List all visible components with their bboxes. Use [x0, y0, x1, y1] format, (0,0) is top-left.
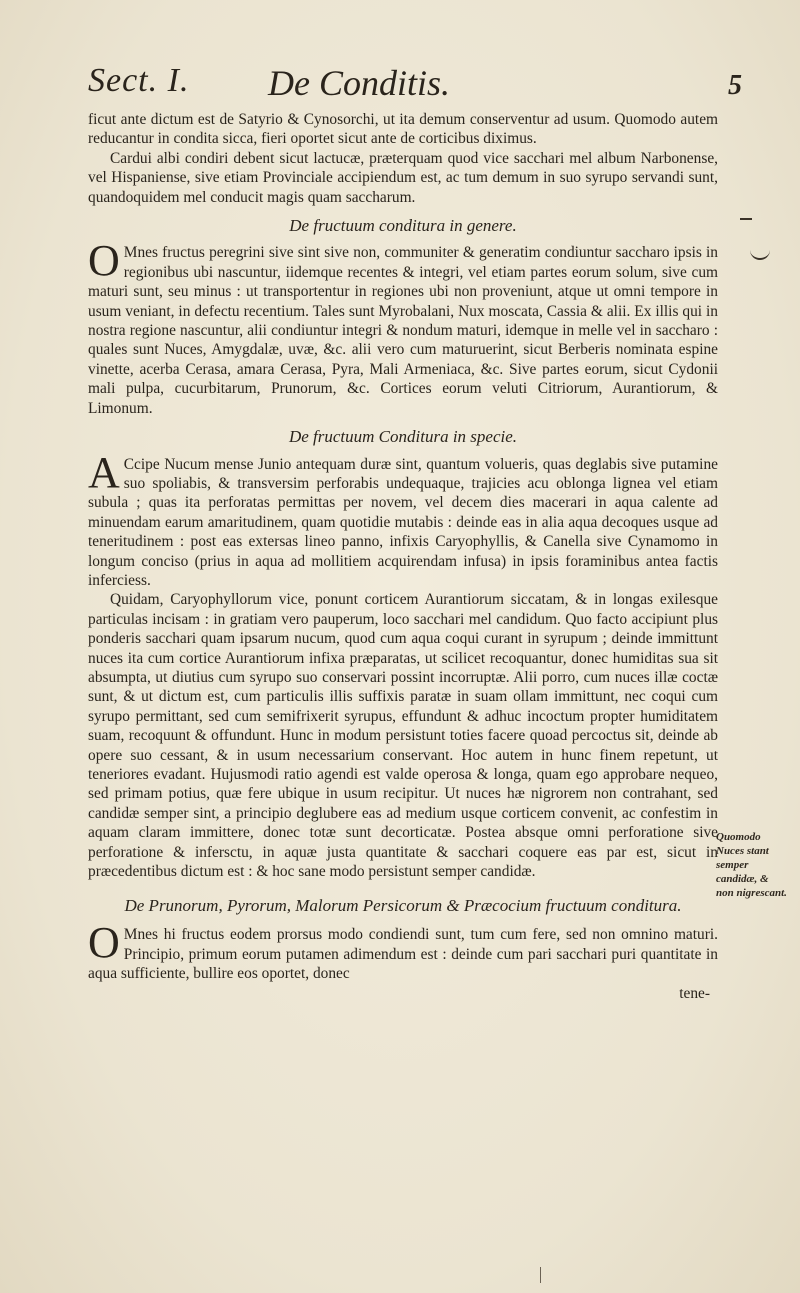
page-header	[88, 62, 760, 112]
heading-prunorum: De Prunorum, Pyrorum, Malorum Persicorum & Præcocium fructuum conditura.	[124, 896, 682, 916]
section-label: Sect. I.	[88, 62, 190, 99]
paragraph-cardui: Cardui albi condiri debent sicut lactucæ, præterquam quod vice sacchari mel album Narbonense, vel Hispaniense, sive etiam Provinciale accipiendum est, ac tum demum in suo syrupo servandi sunt, quandoquidem mel conducit magis quam saccharum.	[88, 149, 718, 206]
marginal-note: Quomodo Nuces stant semper candidæ, & non nigrescant.	[716, 831, 787, 899]
paragraph-quidam: Quidam, Caryophyllorum vice, ponunt corticem Aurantiorum siccatam, & in longas exilesque particulas incisam : in gratiam vero pauperum, loco sacchari mel candidum. Quo facto accipiunt plus ponderis sacchari quam ipsarum nucum, quod cum aqua coqui curant in syrupum ; deinde immittunt nuces ita cum cortice Aurantiorum infixa præparatas, ut scilicet recoquantur, donec humiditas sua sit absumpta, ut diutius cum syrupo suo conservari possint incorruptæ. Alii porro, cum nuces illæ coctæ sunt, & ut dictum est, cum particulis illis suffixis paratæ in suam ollam immittunt, nec coqui cum syrupo permittant, sed cum semifrixerit syrupus, effundunt & adhuc incoctum propter humiditatem suam, recoquunt & offundunt. Hunc in modum persistunt toties facere quoad percoctus sit, deinde ab opere suo cessant, & in usum necessarium conservant. Hoc autem in hunc finem repetunt, ut teneriores evadant. Hujusmodi ratio agendi est valde operosa & longa, quam ego approbare nequeo, sed primam potius, quæ fere ubique in usum recipitur. Ut nuces hæ nigrorem non contrahant, sed candidæ semper sint, a principio deglubere eas ad medium usque corticem convenit, ac confestim in aquam claram immittere, donec totæ sunt decorticatæ. Postea absque omni perforatione sive perforatione & infersctu, in aquæ justa quantitate & sacchari coquere eas par est, sicut in præcedentibus dictum est : & hoc sane modo persistunt semper candidæ.	[88, 591, 718, 881]
page-number: 5	[728, 70, 742, 101]
running-title: De Conditis.	[268, 63, 451, 103]
paragraph-omnes-fructus: OMnes fructus peregrini sive sint sive non, communiter & generatim condiuntur saccharo ipsis in regionibus ubi nascuntur, iidemque recentes & integri, vel etiam partes eorum solum, sive cum maturi sunt, seu minus : ut transportentur in regiones ubi non proveniunt, atque ut omni tempore in usum veniant, in defectu recentium. Tales sunt Myrobalani, Nux moscata, Cassia & alii. Ex illis qui in nostra regione nascuntur, alii condiuntur integri & nondum maturi, idemque in melle vel in saccharo : quales sunt Nuces, Amygdalæ, uvæ, &c. alii vero cum maturuerint, sicut Berberis nominata espine vinette, acerba Cerasa, amara Cerasa, Pyra, Mali Armeniaca, &c. Sive partes eorum, sicut Cydonii mali pulpa, cucurbitarum, Prunorum, &c. Cortices eorum veluti Citriorum, Aurantiorum, & Limonum.	[88, 236, 718, 417]
paragraph-satyrio: ficut ante dictum est de Satyrio & Cynosorchi, ut ita demum conserventur ad usum. Quomodo autem reducantur in condita sicca, fieri oportet sicut ante de corticibus diximus.	[88, 111, 718, 148]
ink-mark	[540, 1267, 541, 1283]
catchword: tene-	[679, 984, 710, 1002]
ink-mark	[750, 250, 770, 260]
paragraph-omnes-hi: OMnes hi fructus eodem prorsus modo condiendi sunt, tum cum fere, sed non omnino maturi. Principio, primum eorum putamen adimendum est : deinde cum pari sacchari puri quantitate in aqua sufficiente, bullire eos oportet, donec	[88, 918, 718, 983]
text-body	[88, 110, 718, 1003]
paragraph-accipe-nucum: ACcipe Nucum mense Junio antequam duræ sint, quantum volueris, quas deglabis sive putamine suo spoliabis, & transversim perforabis undequaque, trajicies acu oblonga lignea vel etiam subula ; quas ita perforatas permittas per novem, vel decem dies macerari in aqua calente ad minuendam earum amaritudinem, quam quotidie mutabis : deinde eas in alia aqua decoques usque ad teneritudinem : post eas extersas lineo panno, infixis Caryophyllis, & Canella sive Cynamomo in longum conciso (prius in aqua ad mollitiem acquirendam infusa) in ipsis foraminibus antea factis inferciess.	[88, 447, 718, 589]
ink-mark	[740, 218, 752, 220]
heading-fructuum-specie: De fructuum Conditura in specie.	[288, 427, 518, 447]
heading-fructuum-genere: De fructuum conditura in genere.	[289, 216, 517, 236]
